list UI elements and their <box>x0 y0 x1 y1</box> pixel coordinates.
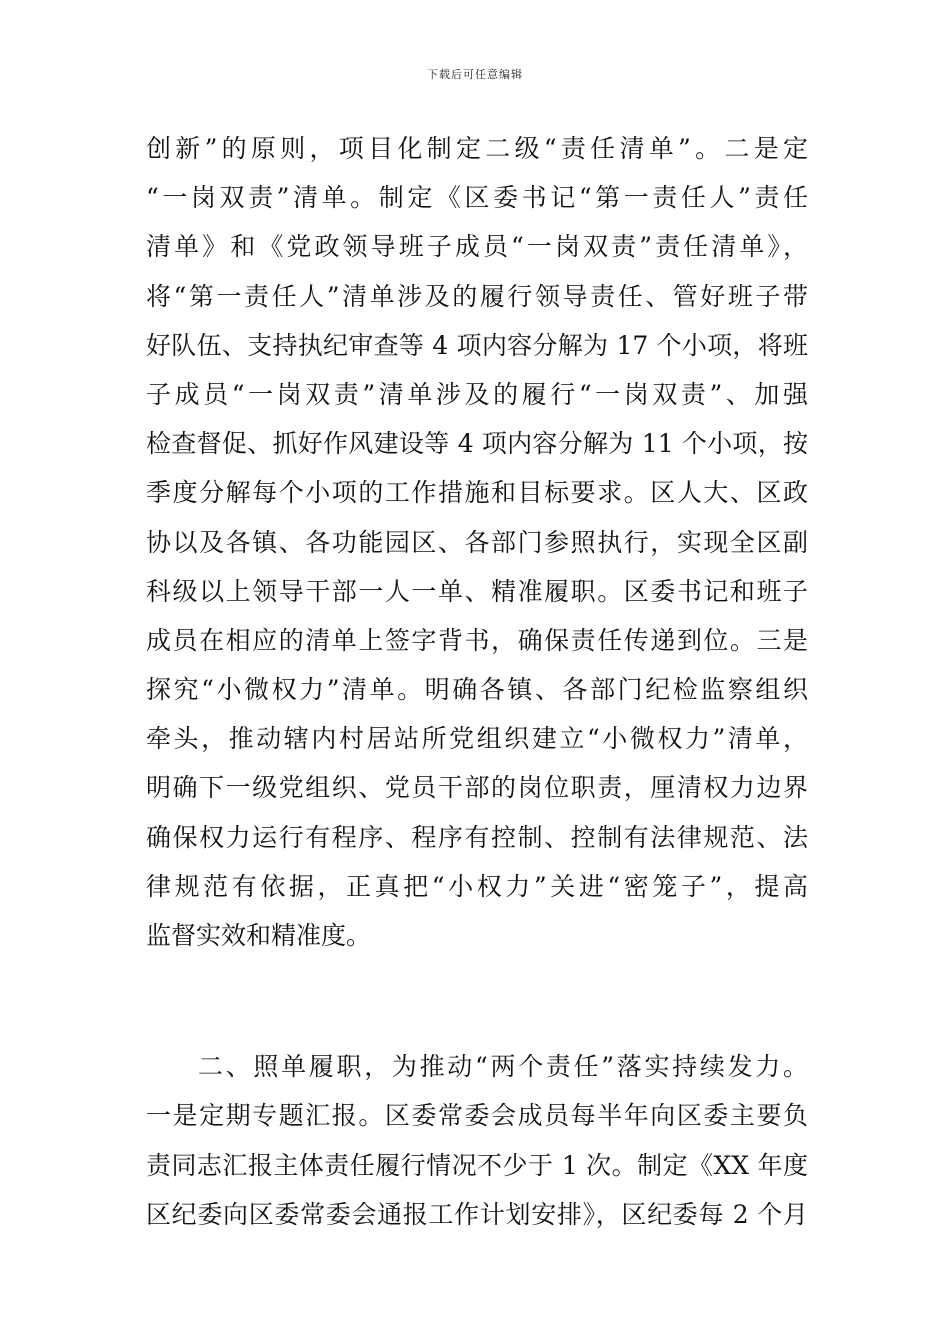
text-line: 牵头，推动辖内村居站所党组织建立“小微权力”清单， <box>146 724 808 754</box>
text-line: 好队伍、支持执纪审查等 4 项内容分解为 17 个小项，将班 <box>146 330 808 360</box>
paragraph-1 <box>146 124 808 960</box>
text-line: 成员在相应的清单上签字背书，确保责任传递到位。三是 <box>146 625 808 655</box>
text-line: 科级以上领导干部一人一单、精准履职。区委书记和班子 <box>146 576 808 606</box>
text-line: 清单》和《党政领导班子成员“一岗双责”责任清单》， <box>146 232 808 262</box>
text-line: 创新”的原则，项目化制定二级“责任清单”。二是定 <box>146 134 808 163</box>
paragraph-gap <box>146 960 808 1042</box>
text-line: “一岗双责”清单。制定《区委书记“第一责任人”责任 <box>146 183 808 213</box>
text-line: 明确下一级党组织、党员干部的岗位职责，厘清权力边界 <box>146 773 808 803</box>
text-line: 协以及各镇、各功能园区、各部门参照执行，实现全区副 <box>146 527 808 557</box>
text-line: 律规范有依据，正真把“小权力”关进“密笼子”，提高 <box>146 871 808 901</box>
text-line: 责同志汇报主体责任履行情况不少于 1 次。制定《XX 年度 <box>146 1150 808 1180</box>
text-line: 将“第一责任人”清单涉及的履行领导责任、管好班子带 <box>146 281 808 311</box>
paragraph-2 <box>146 1042 808 1239</box>
text-line: 季度分解每个小项的工作措施和目标要求。区人大、区政 <box>146 478 808 508</box>
page-header: 下载后可任意编辑 <box>427 68 523 81</box>
section-heading-line: 二、照单履职，为推动“两个责任”落实持续发力。 <box>198 1052 808 1082</box>
text-line: 检查督促、抓好作风建设等 4 项内容分解为 11 个小项，按 <box>146 429 808 459</box>
text-line: 探究“小微权力”清单。明确各镇、各部门纪检监察组织 <box>146 675 808 705</box>
text-line: 监督实效和精准度。 <box>146 921 372 950</box>
text-line: 一是定期专题汇报。区委常委会成员每半年向区委主要负 <box>146 1101 808 1131</box>
text-line: 子成员“一岗双责”清单涉及的履行“一岗双责”、加强 <box>146 379 808 409</box>
text-line: 区纪委向区委常委会通报工作计划安排》，区纪委每 2 个月 <box>146 1199 808 1229</box>
text-line: 确保权力运行有程序、程序有控制、控制有法律规范、法 <box>146 822 808 852</box>
document-body <box>146 124 808 1239</box>
